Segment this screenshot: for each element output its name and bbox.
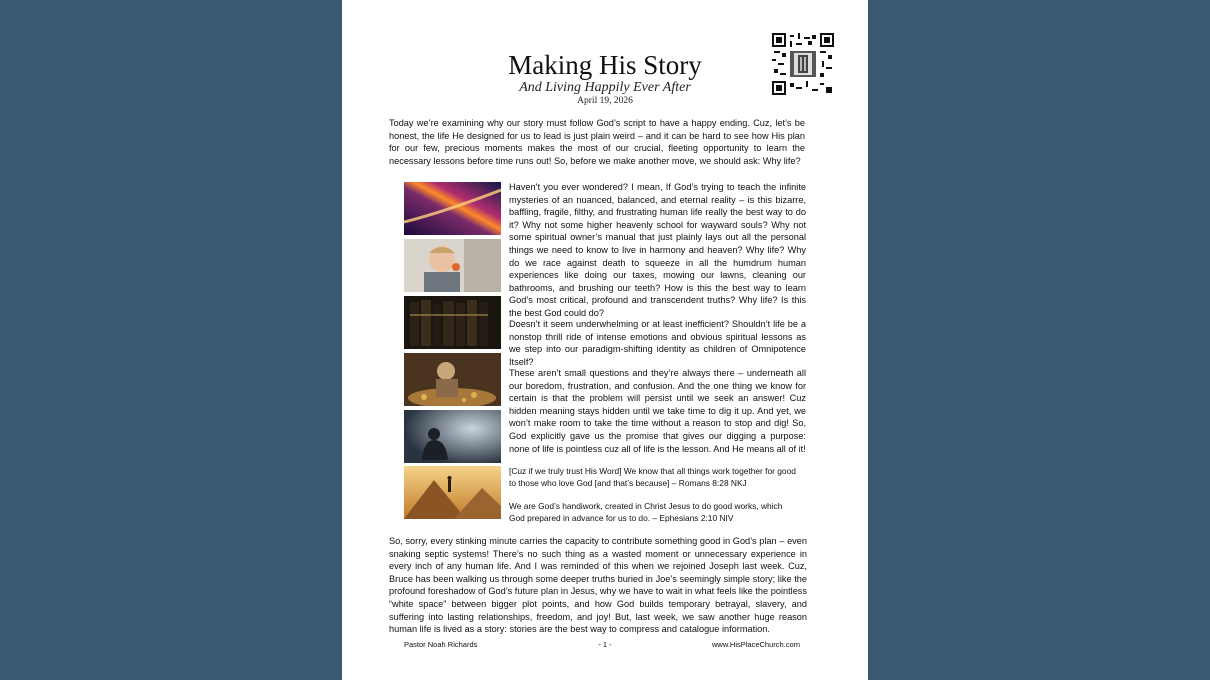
paragraph-wondered: Haven’t you ever wondered? I mean, If God’s trying to teach the infinite mysteries of an nuanced, balanced, and eternal reality – is this bizarre, baffling, fragile, filthy, and frustrating human life really the best way to do it? Why not some higher heavenly school for wayward souls? Why not some spiritual owner’s manual that just plainly lays out all the personal things we need to know to live in harmony and heaven? Why life? Why do we race against death to squeeze in all the humdrum human experiences like doing our taxes, mowing our lawns, cleaning our bathrooms, and brushing our teeth? How is this the best way to learn God’s most critical, profound and transcendent truths? Why life? Is this the best God could do? <box>509 182 806 318</box>
intro-paragraph: Today we’re examining why our story must follow God’s script to have a happy ending. Cuz, let’s be honest, the life He designed for us to lead is just plain weird – and it can be hard to see how His plan for our few, precious moments makes the most of our crucial, fleeting opportunity to learn the necessary lessons before time runs out! So, before we make another move, we should ask: Why life? <box>389 118 805 166</box>
footer-author: Pastor Noah Richards <box>404 640 478 649</box>
sorrow-photo <box>404 410 501 463</box>
paragraph-questions: These aren’t small questions and they’re always there – underneath all our boredom, frustration, and confusion. And the one thing we know for certain is that the problem will persist until we seek an answer! Cuz hidden meaning stays hidden until we take time to dig it up. And yet, we won’t make room to take the time without a reason to stop and dig! So, God explicitly gave us the promise that gives our digging a purpose: none of life is pointless cuz all of life is the lesson. And He means all of it! <box>509 368 806 454</box>
quote-ephesians: We are God’s handiwork, created in Christ Jesus to do good works, which God prepared in advance for us to do. – Ephesians 2:10 NIV <box>509 501 783 523</box>
document-date: April 19, 2026 <box>577 96 633 106</box>
books-photo <box>404 296 501 349</box>
document-page <box>342 0 868 680</box>
footer-page-number: - 1 - <box>598 640 612 649</box>
toddler-photo <box>404 239 501 292</box>
footer-website[interactable]: www.HisPlaceChurch.com <box>712 640 800 649</box>
paragraph-every-minute: So, sorry, every stinking minute carries the capacity to contribute something good in God’s plan – even snaking septic systems! There’s no such thing as a wasted moment or unnecessary experience in every inch of any human life. And I was reminded of this when we rejoined Joseph last week. Cuz, Bruce has been walking us through some deeper truths buried in Joe’s seemingly simple story; like the profound foreshadow of God’s future plan in Jesus, why we have to wait in what feels like the pointless “white space” between bigger plot points, and how God builds temporary betrayal, slavery, and suffering into lasting relationships, freedom, and joy! But, last week, we saw another huge reason human life is lived as a story: stories are the best way to compress and catalogue information. <box>389 536 807 635</box>
pyramid-photo <box>404 466 501 519</box>
galaxy-photo <box>404 182 501 235</box>
document-subtitle: And Living Happily Ever After <box>519 80 691 95</box>
document-title: Making His Story <box>508 50 702 80</box>
paragraph-underwhelming: Doesn’t it seem underwhelming or at least inefficient? Shouldn’t life be a nonstop thrill ride of intense emotions and obvious spiritual lessons as we step into our paradigm-shifting identity as children of Omnipotence Itself? <box>509 319 806 367</box>
treasure-photo <box>404 353 501 406</box>
quote-romans: [Cuz if we truly trust His Word] We know that all things work together for good to those who love God [and that’s because] – Romans 8:28 NKJ <box>509 466 796 488</box>
